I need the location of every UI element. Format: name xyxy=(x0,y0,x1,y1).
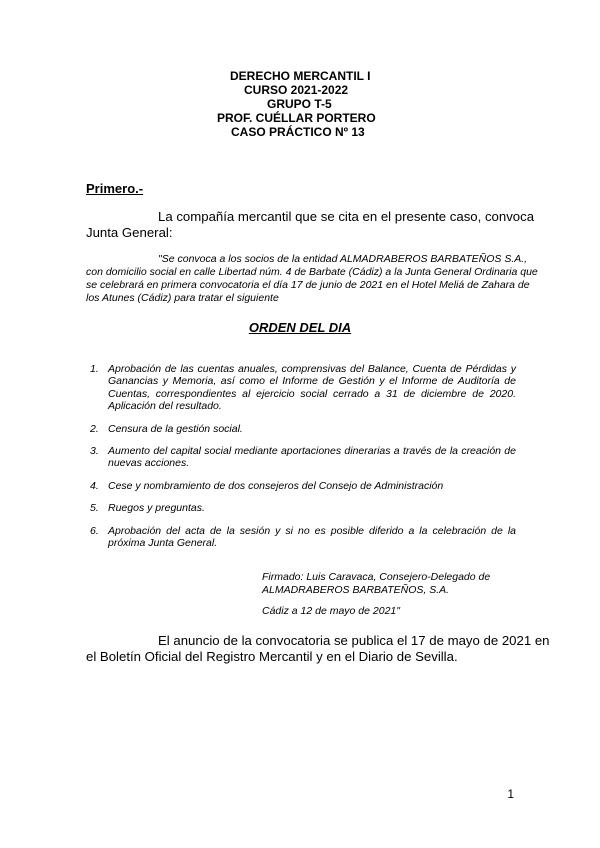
agenda-item-number: 1. xyxy=(90,363,99,375)
notice-line-1 xyxy=(158,253,527,266)
signature-line-1: Firmado: Luis Caravaca, Consejero-Delegado de xyxy=(262,571,491,583)
agenda-item xyxy=(84,480,516,492)
agenda-item-number: 6. xyxy=(90,524,99,537)
agenda-title: ORDEN DEL DIA xyxy=(248,320,352,335)
agenda-item-text: Censura de la gestión social. xyxy=(108,422,243,435)
agenda-item-number: 2. xyxy=(90,422,99,435)
intro-line-2: Junta General: xyxy=(86,225,173,240)
course-group: GRUPO T-5 xyxy=(267,97,332,111)
notice-line-4: los Atunes (Cádiz) para tratar el siguiente xyxy=(86,292,279,304)
agenda-item xyxy=(84,363,516,413)
agenda-item-number: 3. xyxy=(90,445,99,458)
agenda-item xyxy=(84,502,516,514)
document-header xyxy=(217,69,376,139)
section-title: Primero.- xyxy=(86,181,144,196)
signature-line-2: ALMADRABEROS BARBATEÑOS, S.A. xyxy=(262,584,450,596)
notice-prefix: "Se convoca a los socios de la entidad xyxy=(158,253,338,265)
page-number: 1 xyxy=(507,787,514,801)
agenda-item-text: Aumento del capital social mediante aportaciones dinerarias a través de la creación de nuevas acciones. xyxy=(108,445,516,470)
agenda-list xyxy=(84,363,516,549)
case-number: CASO PRÁCTICO Nº 13 xyxy=(231,125,365,139)
announcement-line-1: El anuncio de la convocatoria se publica el 17 de mayo de 2021 en xyxy=(158,633,550,648)
notice-line-2: con domicilio social en calle Libertad núm. 4 de Barbate (Cádiz) a la Junta General Ordinaria que xyxy=(86,266,538,278)
announcement-line-2: el Boletín Oficial del Registro Mercantil y en el Diario de Sevilla. xyxy=(86,649,458,664)
notice-line-3: se celebrará en primera convocatoria el día 17 de junio de 2021 en el Hotel Meliá de Zahara de xyxy=(86,279,530,291)
agenda-item-number: 5. xyxy=(90,502,99,515)
course-year: CURSO 2021-2022 xyxy=(244,83,349,97)
course-title: DERECHO MERCANTIL I xyxy=(230,69,371,83)
agenda-item xyxy=(84,423,516,435)
company-name: ALMADRABEROS BARBATEÑOS S.A., xyxy=(339,253,528,265)
agenda-item-text: Cese y nombramiento de dos consejeros del Consejo de Administración xyxy=(108,479,444,492)
agenda-item-number: 4. xyxy=(90,479,99,492)
professor-name: PROF. CUÉLLAR PORTERO xyxy=(217,111,376,125)
agenda-item-text: Aprobación del acta de la sesión y si no es posible diferido a la celebración de la próxima Junta General. xyxy=(108,524,516,550)
agenda-item-text: Ruegos y preguntas. xyxy=(108,502,205,515)
agenda-item-text: Aprobación de las cuentas anuales, comprensivas del Balance, Cuenta de Pérdidas y Ganancias y Memoria, así como el Informe de Gestión y el Informe de Auditoría de Cuentas, correspondientes al ejercicio social cerrado a 31 de diciembre de 2020. Aplicación del resultado. xyxy=(108,363,516,413)
signature-date: Cádiz a 12 de mayo de 2021" xyxy=(262,605,400,617)
agenda-item xyxy=(84,525,516,550)
agenda-item xyxy=(84,445,516,470)
intro-line-1: La compañía mercantil que se cita en el presente caso, convoca xyxy=(158,209,535,224)
